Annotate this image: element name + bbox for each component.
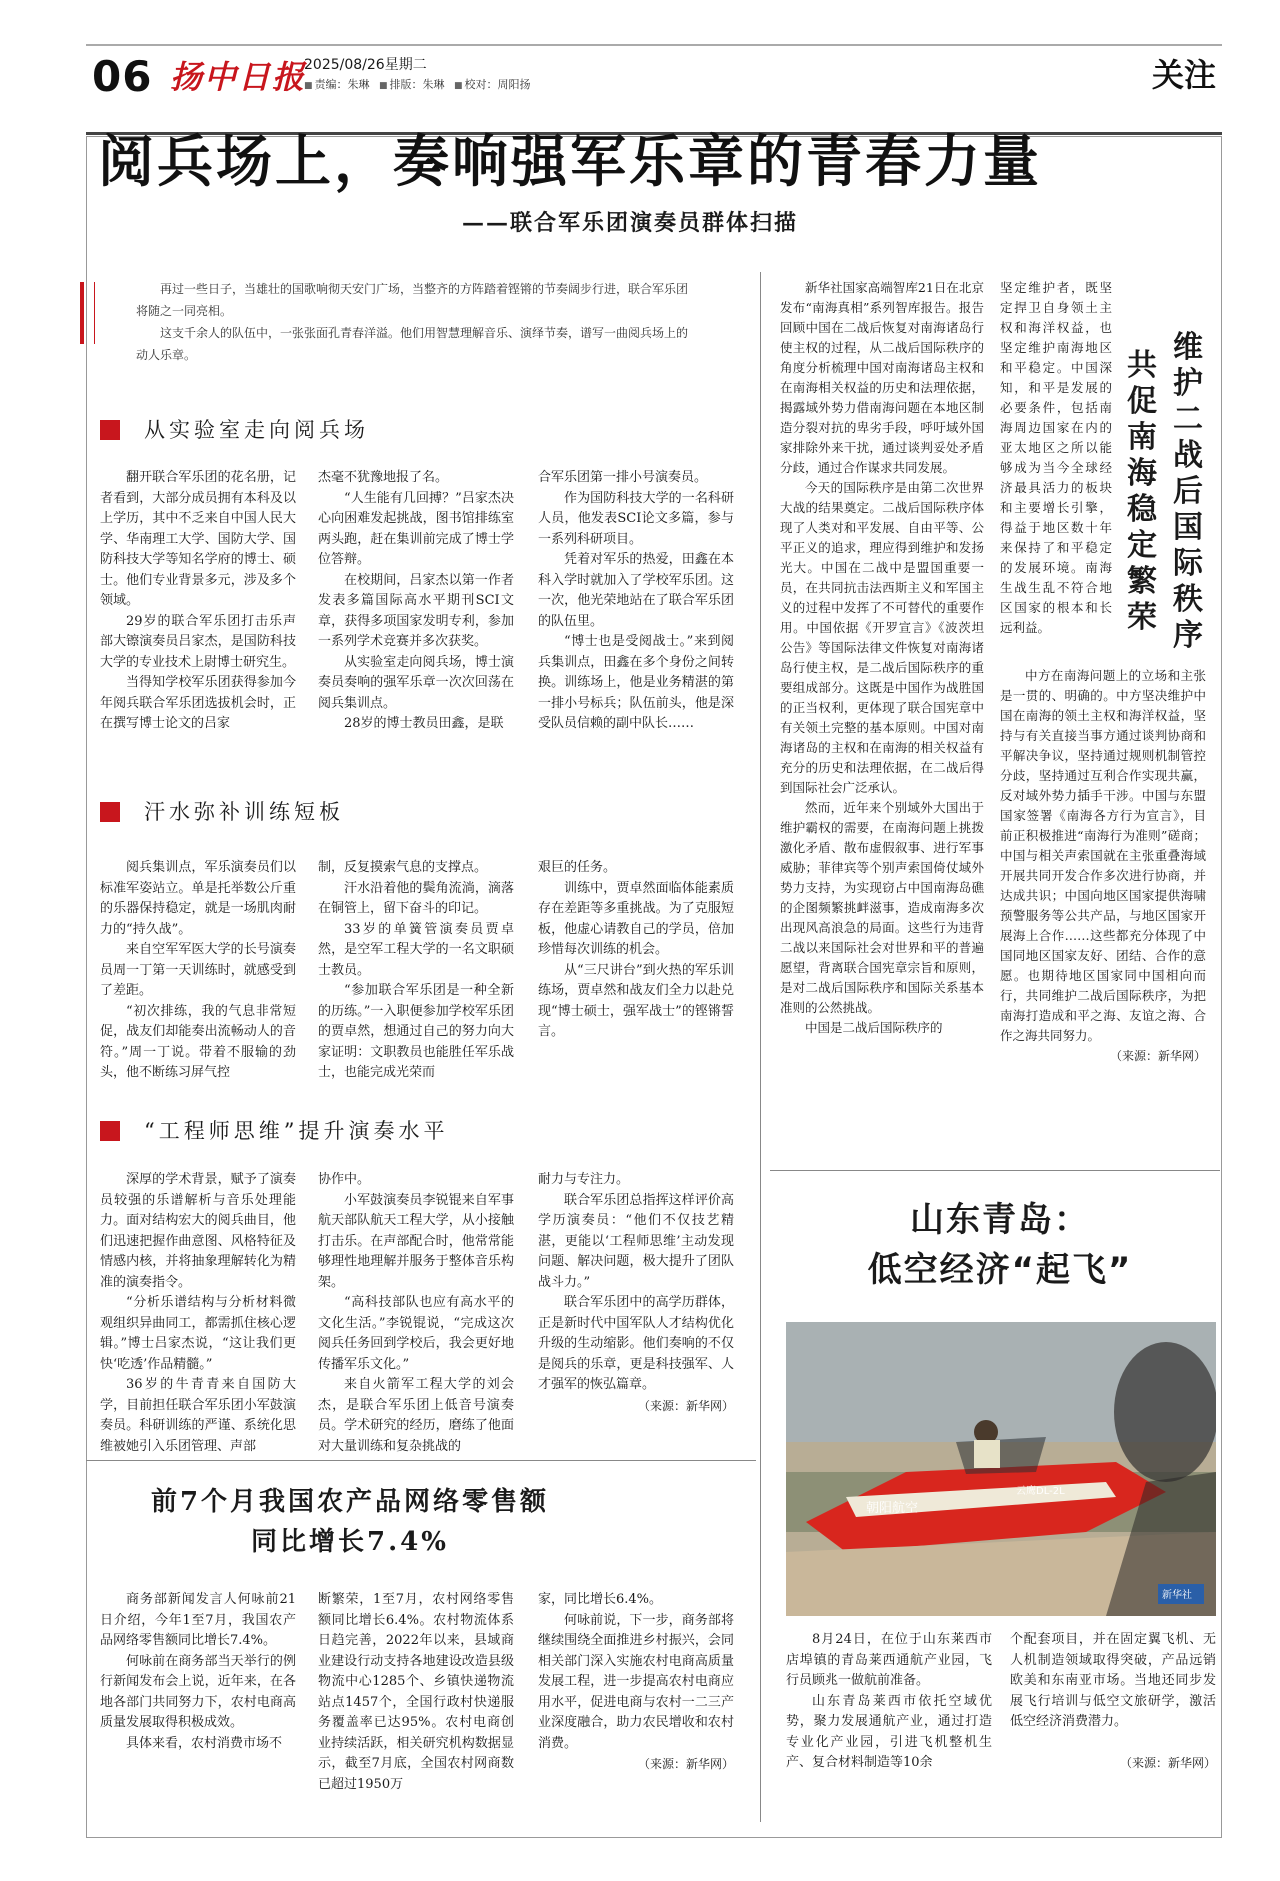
section-label: 关注 <box>1151 56 1216 94</box>
staff-layout: ■ 排版：朱琳 <box>379 78 445 91</box>
scs-column-2-bottom: 中方在南海问题上的立场和主张是一贯的、明确的。中方坚决维护中国在南海的领土主权和海洋权益，坚持与有关直接当事方通过谈判协商和平解决争议，坚持通过规则机制管控分歧，坚持通过互利合作实现共赢，反对域外势力插手干涉。中国与东盟国家签署《南海各方行为宣言》，目前正积极推进“南海行为准则”磋商；中国与相关声索国就在主张重叠海域开展共同开发合作多次进行协商，并达成共识；中国向地区国家提供海啸预警服务等公共产品，与地区国家开展海上合作……这些都充分体现了中国同地区国家友好、团结、合作的意愿。也期待地区国家同中国相向而行，共同维护二战后国际秩序，为把南海打造成和平之海、友谊之海、合作之海共同努力。 （来源：新华网） <box>1000 666 1206 1066</box>
lead-paragraph: 这支千余人的队伍中，一张张面孔青春洋溢。他们用智慧理解音乐、演绎节奏，谱写一曲阅兵场上的动人乐章。 <box>136 326 689 362</box>
s1-column-3: 合军乐团第一排小号演奏员。 作为国防科技大学的一名科研人员，他发表SCI论文多篇，参与一系列科研项目。 凭着对军乐的热爱，田鑫在本科入学时就加入了学校军乐团。这一次，他光荣地站在了联合军乐团的队伍里。 “博士也是受阅战士。”来到阅兵集训点，田鑫在多个身份之间转换。训练场上，他是业务精湛的第一排小号标兵；队伍前头，他是深受队员信赖的副中队长…… <box>538 470 734 731</box>
s3-column-2: 协作中。 小军鼓演奏员李锐锟来自军事航天部队航天工程大学，从小接触打击乐。在声部配合时，他常常能够理性地理解并服务于整体音乐构架。 “高科技部队也应有高水平的文化生活。”李锐锟说，“完成这次阅兵任务回到学校后，我会更好地传播军乐文化。” 来自火箭军工程大学的刘会杰，是联合军乐团上低音号演奏员。学术研究的经历，磨练了他面对大量训练和复杂挑战的 <box>318 1172 514 1454</box>
s3-column-1: 深厚的学术背景，赋予了演奏员较强的乐谱解析与音乐处理能力。面对结构宏大的阅兵曲目，他们迅速把握作曲意图、风格特征及情感内核，并将抽象理解转化为精准的演奏指令。 “分析乐谱结构与分析材料微观组织异曲同工，都需抓住核心逻辑。”博士吕家杰说，“这让我们更快‘吃透’作品精髓。” 36岁的牛青青来自国防大学，目前担任联合军乐团小军鼓演奏员。科研训练的严谨、系统化思维被她引入乐团管理、声部 <box>100 1172 296 1454</box>
issue-date: 2025/08/26星期二 <box>304 57 427 73</box>
s2-column-3: 艰巨的任务。 训练中，贾卓然面临体能素质存在差距等多重挑战。为了克服短板，他虚心请教自己的学员，倍加珍惜每次训练的机会。 从“三尺讲台”到火热的军乐训练场，贾卓然和战友们全力以赴兑现“博士硕士，强军战士”的铿锵誓言。 <box>538 860 734 1039</box>
scs-headline-line-1: 维护二战后国际秩序 <box>1173 330 1203 653</box>
staff-proof: ■ 校对：周阳扬 <box>454 78 531 91</box>
agri-headline: 前7个月我国农产品网络零售额 同比增长7.4% <box>150 1487 550 1557</box>
scs-column-2-top: 坚定维护者，既坚定捍卫自身领土主权和海洋权益，也坚定维护南海地区和平稳定。中国深知，和平是发展的必要条件，包括南海周边国家在内的亚太地区之所以能够成为当今全球经济最具活力的板块和主要增长引擎，得益于地区数十年来保持了和平稳定的发展环境。南海生战生乱不符合地区国家的根本和长远利益。 <box>1000 280 1112 635</box>
lead-accent-bar <box>80 282 95 344</box>
section-marker <box>100 1121 120 1141</box>
section-heading-3: “工程师思维”提升演奏水平 <box>100 1115 448 1145</box>
photo-watermark: 新华社 <box>1162 1590 1192 1601</box>
divider-main-agri <box>86 1460 756 1461</box>
s2-column-1: 阅兵集训点，军乐演奏员们以标准军姿站立。单是托举数公斤重的乐器保持稳定，就是一场肌肉耐力的“持久战”。 来自空军军医大学的长号演奏员周一丁第一天训练时，就感受到了差距。 “初次排练，我的气息非常短促，战友们却能奏出流畅动人的音符。”周一丁说。带着不服输的劲头，他不断练习屏气控 <box>100 860 296 1080</box>
shandong-source: （来源：新华网） <box>1119 1755 1216 1770</box>
divider-scs-shandong <box>770 1170 1220 1171</box>
staff-credits <box>304 76 537 92</box>
staff-editor: ■ 责编：朱琳 <box>304 78 370 91</box>
agri-column-3: 家，同比增长6.4%。 何咏前说，下一步，商务部将继续围绕全面推进乡村振兴，会同相关部门深入实施农村电商高质量发展工程，进一步提高农村电商应用水平，促进电商与农村一二三产业深度融合，助力农民增收和农村消费。 （来源：新华网） <box>538 1590 734 1775</box>
main-article-source: （来源：新华网） <box>637 1398 734 1413</box>
section-marker <box>100 802 120 822</box>
shandong-column-2: 个配套项目，并在固定翼飞机、无人机制造领域取得突破，产品远销欧美和东南亚市场。当地还同步发展飞行培训与低空文旅研学，激活低空经济消费潜力。 （来源：新华网） <box>1010 1630 1216 1773</box>
agri-column-1: 商务部新闻发言人何咏前21日介绍，今年1至7月，我国农产品网络零售额同比增长7.4%。 何咏前在商务部当天举行的例行新闻发布会上说，近年来，在各地各部门共同努力下，农村电商高质量发展取得积极成效。 具体来看，农村消费市场不 <box>100 1592 296 1751</box>
top-rule <box>86 44 1222 46</box>
aircraft-photo-illustration <box>786 1322 1216 1616</box>
aircraft-photo <box>786 1322 1216 1616</box>
scs-source: （来源：新华网） <box>1109 1049 1206 1063</box>
paper-logo: 扬中日报 <box>170 58 307 96</box>
section-marker <box>100 420 120 440</box>
section-heading-1: 从实验室走向阅兵场 <box>100 414 369 444</box>
scs-headline-line-2: 共促南海稳定繁荣 <box>1127 348 1157 635</box>
column-divider <box>760 272 761 1822</box>
photo-aircraft-brand: 朝阳航空 <box>866 1501 919 1516</box>
page-number: 06 <box>92 52 153 101</box>
s3-column-3: 耐力与专注力。 联合军乐团总指挥这样评价高学历演奏员：“他们不仅技艺精湛，更能以‘工程师思维’主动发现问题、解决问题，极大提升了团队战斗力。” 联合军乐团中的高学历群体，正是新时代中国军队人才结构优化升级的生动缩影。他们奏响的不仅是阅兵的乐章，更是科技强军、人才强军的恢弘篇章。 （来源：新华网） <box>538 1170 734 1416</box>
main-subheadline: ——联合军乐团演奏员群体扫描 <box>461 210 798 236</box>
article-lead <box>136 278 696 366</box>
main-headline: 阅兵场上，奏响强军乐章的青春力量 <box>98 129 1042 195</box>
photo-aircraft-model: 云鹰DL-2L <box>1016 1486 1065 1497</box>
s1-column-2: 杰毫不犹豫地报了名。 “人生能有几回搏？”吕家杰决心向困难发起挑战，图书馆排练室两头跑，赶在集训前完成了博士学位答辩。 在校期间，吕家杰以第一作者发表多篇国际高水平期刊SCI文章，获得多项国家发明专利，参加一系列学术竞赛并多次获奖。 从实验室走向阅兵场，博士演奏员奏响的强军乐章一次次回荡在阅兵集训点。 28岁的博士教员田鑫，是联 <box>318 470 514 731</box>
shandong-headline: 山东青岛： 低空经济“起飞” <box>867 1200 1133 1290</box>
agri-column-2: 断繁荣，1至7月，农村网络零售额同比增长6.4%。农村物流体系日趋完善，2022年以来，县域商业建设行动支持各地建设改造县级物流中心1285个、乡镇快递物流站点1457个，全国行政村快递服务覆盖率已达95%。农村电商创业持续活跃，相关研究机构数据显示，截至7月底，全国农村网商数已超过1950万 <box>318 1592 514 1792</box>
shandong-column-1: 8月24日，在位于山东莱西市店埠镇的青岛莱西通航产业园，飞行员顾兆一做航前准备。 山东青岛莱西市依托空域优势，聚力发展通航产业，通过打造专业化产业园，引进飞机整机生产、复合材料制造等10余 <box>786 1632 992 1770</box>
agri-source: （来源：新华网） <box>637 1757 734 1771</box>
s2-column-2: 制，反复摸索气息的支撑点。 汗水沿着他的鬓角流淌，滴落在铜管上，留下奋斗的印记。 33岁的单簧管演奏员贾卓然，是空军工程大学的一名文职硕士教员。 “参加联合军乐团是一种全新的历练。”一入职便参加学校军乐团的贾卓然，想通过自己的努力向大家证明：文职教员也能胜任军乐战士，也能完成光荣而 <box>318 860 514 1080</box>
section-heading-2: 汗水弥补训练短板 <box>100 796 344 826</box>
scs-column-1: 新华社国家高端智库21日在北京发布“南海真相”系列智库报告。报告回顾中国在二战后恢复对南海诸岛行使主权的过程，从二战后国际秩序的角度分析梳理中国对南海诸岛主权和在南海相关权益的历史和法理依据，揭露域外势力借南海问题在本地区制造分裂对抗的卑劣手段，呼吁域外国家排除外来干扰，通过谈判妥处矛盾分歧，通过合作谋求共同发展。 今天的国际秩序是由第二次世界大战的结果奠定。二战后国际秩序体现了人类对和平发展、自由平等、公平正义的追求，理应得到维护和发扬光大。中国在二战中是盟国重要一员，在共同抗击法西斯主义和军国主义的过程中发挥了不可替代的重要作用。中国依据《开罗宣言》《波茨坦公告》等国际法律文件恢复对南海诸岛行使主权，是二战后国际秩序的重要组成部分。这既是中国作为战胜国的正当权利，更体现了联合国宪章中有关领土完整的基本原则。中国对南海诸岛的主权和在南海的相关权益有充分的历史和法理依据，在二战后得到国际社会广泛承认。 然而，近年来个别域外大国出于维护霸权的需要，在南海问题上挑拨激化矛盾、散布虚假叙事、进行军事威胁；菲律宾等个别声索国倚仗域外势力支持，为实现窃占中国南海岛礁的企图频繁挑衅滋事，造成南海多次出现风高浪急的局面。这些行为违背二战以来国际社会对世界和平的普遍愿望，背离联合国宪章宗旨和原则，是对二战后国际秩序和国际关系基本准则的公然挑战。 中国是二战后国际秩序的 <box>780 280 984 1035</box>
lead-paragraph: 再过一些日子，当雄壮的国歌响彻天安门广场，当整齐的方阵踏着铿锵的节奏阔步行进，联合军乐团将随之一同亮相。 <box>136 282 689 318</box>
s1-column-1: 翻开联合军乐团的花名册，记者看到，大部分成员拥有本科及以上学历，其中不乏来自中国人民大学、华南理工大学、国防大学、国防科技大学等知名学府的博士、硕士。他们专业背景多元，涉及多个领域。 29岁的联合军乐团打击乐声部大镲演奏员吕家杰，是国防科技大学的专业技术上尉博士研究生。 当得知学校军乐团获得参加今年阅兵联合军乐团选拔机会时，正在撰写博士论文的吕家 <box>100 470 296 731</box>
